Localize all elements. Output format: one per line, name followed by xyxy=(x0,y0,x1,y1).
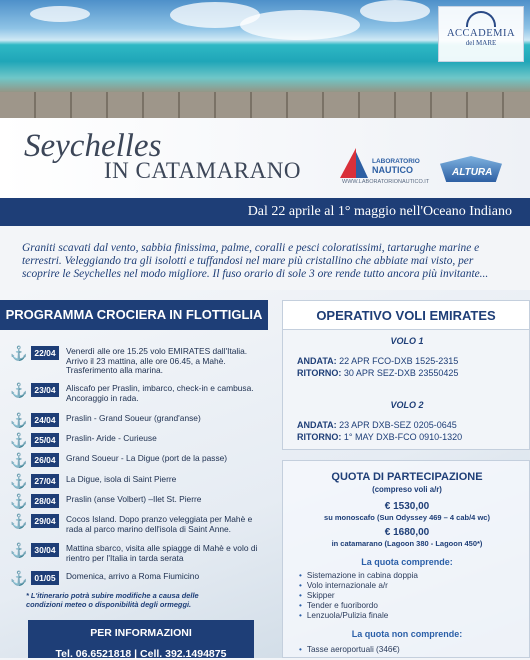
day-date: 01/05 xyxy=(31,571,59,585)
intro-paragraph: Graniti scavati dal vento, sabbia finissima, palme, coralli e pesci coloratissimi, tartarughe marine e terrestri. Veleggiando tra gli isolotti e tuffandosi nel mare più cristallino che abbiate mai visto, per scoprire le Seychelles nel modo migliore. Il fuso orario di sole 3 ore rende tutto ancora più invitante... xyxy=(22,242,489,280)
date-banner-text: Dal 22 aprile al 1° maggio nell'Oceano Indiano xyxy=(247,204,512,219)
day-date: 30/04 xyxy=(31,543,59,557)
price-monoscafo: € 1530,00 xyxy=(384,501,430,512)
day-date: 26/04 xyxy=(31,453,59,467)
day-date: 28/04 xyxy=(31,494,59,508)
day-date: 23/04 xyxy=(31,383,59,397)
lab-logo-line2: NAUTICO xyxy=(372,165,413,175)
desc-catamarano: in catamarano (Lagoon 380 - Lagoon 450*) xyxy=(331,539,483,548)
volo1-label: VOLO 1 xyxy=(390,336,424,346)
logo-line2: del MARE xyxy=(465,39,497,47)
anchor-icon: ⚓ xyxy=(10,570,28,586)
logo-line1: ACCADEMIA xyxy=(446,28,516,39)
info-heading: PER INFORMAZIONI xyxy=(90,627,192,639)
voli-heading: OPERATIVO VOLI EMIRATES xyxy=(282,300,530,330)
day-date: 25/04 xyxy=(31,433,59,447)
wooden-deck xyxy=(0,92,530,118)
red-sail-icon xyxy=(340,148,356,178)
day-date: 22/04 xyxy=(31,346,59,360)
day-date: 24/04 xyxy=(31,413,59,427)
day-text: Praslin- Aride - Curieuse xyxy=(66,433,157,443)
blue-sail-icon xyxy=(356,152,368,178)
anchor-icon: ⚓ xyxy=(10,542,28,558)
anchor-icon: ⚓ xyxy=(10,412,28,428)
day-text: Aliscafo per Praslin, imbarco, check-in e cambusa. Ancoraggio in rada. xyxy=(66,383,254,403)
accademia-logo[interactable] xyxy=(438,6,524,62)
altura-label: ALTURA xyxy=(452,167,493,178)
day-date: 29/04 xyxy=(31,514,59,528)
included-item: • Skipper xyxy=(299,591,335,600)
laboratorio-nautico-logo[interactable] xyxy=(334,146,430,188)
included-item: • Lenzuola/Pulizia finale xyxy=(299,611,388,620)
included-item: • Sistemazione in cabina doppia xyxy=(299,571,418,580)
volo1-andata: ANDATA: 22 APR FCO-DXB 1525-2315 xyxy=(297,356,459,366)
arch-icon xyxy=(466,11,496,27)
anchor-icon: ⚓ xyxy=(10,493,28,509)
day-text: Mattina sbarco, visita alle spiagge di Mahè e volo di rientro per l'Italia in tarda serata xyxy=(66,543,258,563)
lab-logo-line1: LABORATORIO xyxy=(372,158,420,165)
included-heading: La quota comprende: xyxy=(361,557,453,567)
anchor-icon: ⚓ xyxy=(10,513,28,529)
price-catamarano: € 1680,00 xyxy=(384,527,430,538)
desc-monoscafo: su monoscafo (Sun Odyssey 469 – 4 cab/4 wc) xyxy=(324,513,490,522)
anchor-icon: ⚓ xyxy=(10,452,28,468)
anchor-icon: ⚓ xyxy=(10,382,28,398)
quota-panel xyxy=(282,460,530,658)
day-text: La Digue, isola di Saint Pierre xyxy=(66,474,177,484)
anchor-icon: ⚓ xyxy=(10,345,28,361)
quota-subheading: (compreso voli a/r) xyxy=(372,485,442,494)
programma-heading: PROGRAMMA CROCIERA IN FLOTTIGLIA xyxy=(0,300,268,330)
day-text: Praslin - Grand Soueur (grand'anse) xyxy=(66,413,201,423)
volo2-ritorno: RITORNO: 1° MAY DXB-FCO 0910-1320 xyxy=(297,432,463,442)
volo2-andata: ANDATA: 23 APR DXB-SEZ 0205-0645 xyxy=(297,420,457,430)
page-title: Seychelles xyxy=(24,128,162,164)
info-box[interactable] xyxy=(28,620,254,658)
itinerary-note: * L'itinerario potrà subire modifiche a causa delle condizioni meteo o disponibilità degli ormeggi. xyxy=(26,591,199,609)
day-text: Cocos Island. Dopo pranzo veleggiata per Mahè e rada al parco marino dell'isola di Saint Anne. xyxy=(66,514,253,534)
info-phones[interactable]: Tel. 06.6521818 | Cell. 392.1494875 xyxy=(55,648,227,660)
included-item: • Volo internazionale a/r xyxy=(299,581,388,590)
excluded-item: • Tasse aeroportuali (346€) xyxy=(299,645,400,654)
quota-heading: QUOTA DI PARTECIPAZIONE xyxy=(331,471,483,483)
excluded-heading: La quota non comprende: xyxy=(351,629,463,639)
date-banner xyxy=(0,198,530,226)
anchor-icon: ⚓ xyxy=(10,473,28,489)
included-item: • Tender e fuoribordo xyxy=(299,601,378,610)
day-text: Venerdì alle ore 15.25 volo EMIRATES dall'Italia. Arrivo il 23 mattina, alle ore 06.45, a Mahè. Trasferimento alla marina. xyxy=(66,346,248,376)
day-text: Grand Soueur - La Digue (port de la passe) xyxy=(66,453,228,463)
day-text: Domenica, arrivo a Roma Fiumicino xyxy=(66,571,200,581)
volo1-ritorno: RITORNO: 30 APR SEZ-DXB 23550425 xyxy=(297,368,459,378)
page-subtitle: IN CATAMARANO xyxy=(104,158,301,183)
volo2-label: VOLO 2 xyxy=(390,400,424,410)
day-text: Praslin (anse Volbert) –Ilet St. Pierre xyxy=(66,494,202,504)
altura-logo[interactable] xyxy=(440,156,502,182)
voli-panel xyxy=(282,330,530,450)
day-date: 27/04 xyxy=(31,474,59,488)
lab-logo-url: WWW.LABORATORIONAUTICO.IT xyxy=(342,179,430,185)
anchor-icon: ⚓ xyxy=(10,432,28,448)
